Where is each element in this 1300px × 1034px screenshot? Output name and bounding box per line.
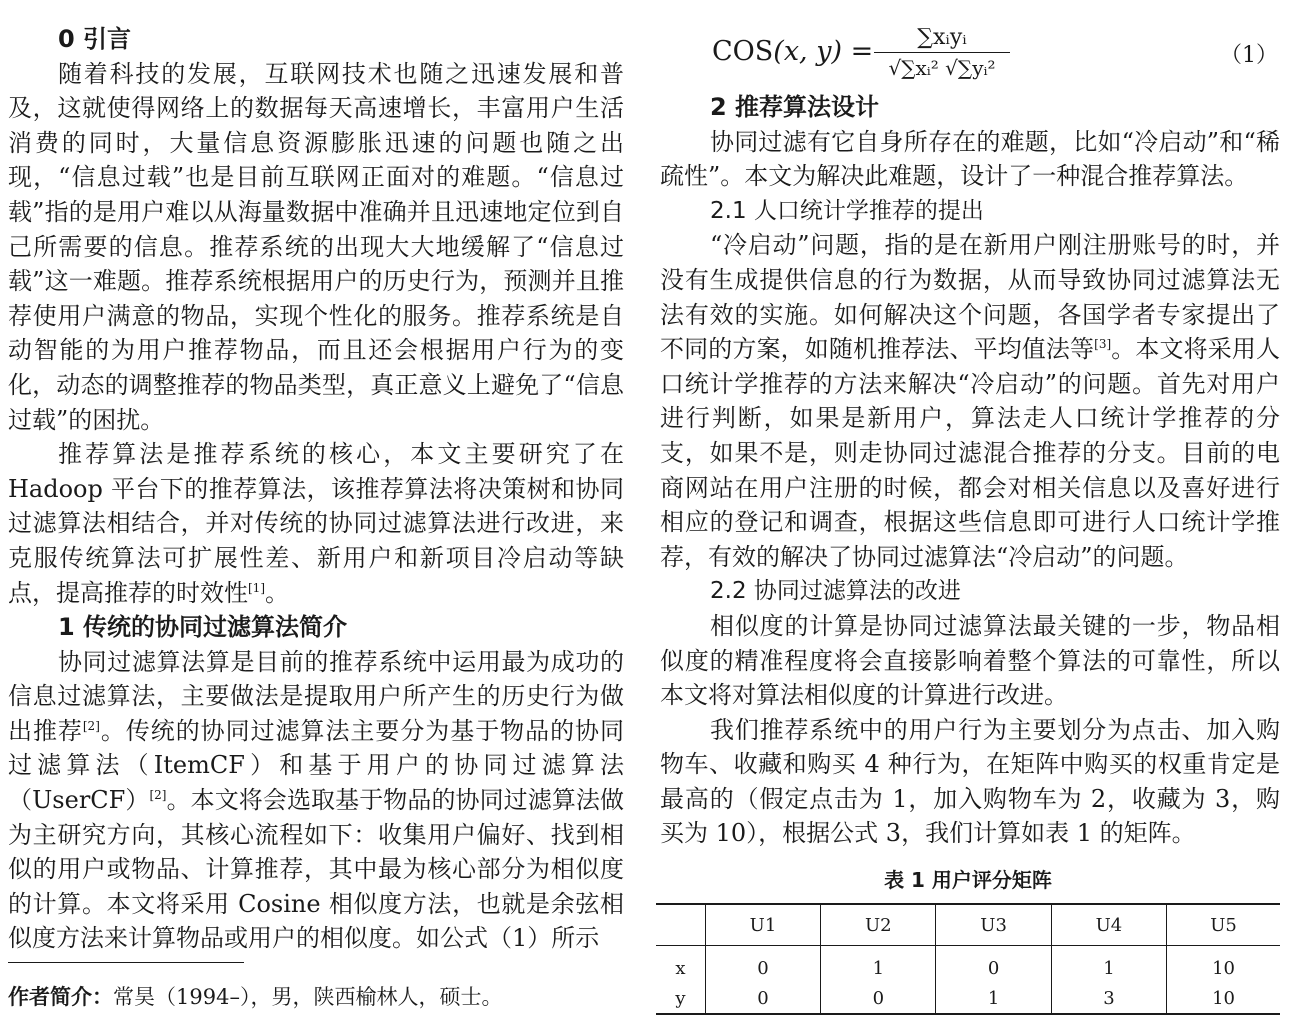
similarity-paragraph: 相似度的计算是协同过滤算法最关键的一步，物品相似度的精准程度将会直接影响着整个算法的可靠性，所以本文将对算法相似度的计算进行改进。: [660, 611, 1280, 710]
section-1-heading: 1 传统的协同过滤算法简介: [58, 613, 348, 642]
table-cell: 10: [1167, 983, 1280, 1014]
citation-ref: [3]: [1094, 337, 1112, 352]
table-cell: 1: [936, 983, 1051, 1014]
formula-fraction: [872, 24, 1012, 83]
formula-lhs: COS(x, y) =: [712, 36, 874, 67]
table-cell: 1: [821, 946, 936, 984]
citation-ref: [2]: [149, 788, 167, 803]
table-cell: 1: [1051, 946, 1166, 984]
formula-numerator: ∑xᵢyᵢ: [917, 25, 967, 50]
table-cell: 0: [936, 946, 1051, 984]
table-cell: x: [675, 957, 686, 979]
formula-number: （1）: [1220, 43, 1278, 68]
author-footnote: 作者简介：常昊（1994–），男，陕西榆林人，硕士。: [8, 985, 503, 1009]
citation-ref: [2]: [82, 718, 100, 733]
behavior-paragraph: 我们推荐系统中的用户行为主要划分为点击、加入购物车、收藏和购买 4 种行为，在矩阵中购买的权重肯定是最高的（假定点击为 1，加入购物车为 2，收藏为 3，购买为 10），根据公式 3，我们计算如表 1 的矩阵。: [660, 715, 1280, 848]
left-column: [8, 0, 624, 956]
table-cell: 10: [1167, 946, 1280, 984]
rating-matrix-table: [656, 903, 1280, 1015]
table-header-cell: [656, 904, 705, 946]
table-header-cell: U2: [821, 904, 936, 946]
table-row: [656, 946, 1280, 984]
table-header-cell: U5: [1167, 904, 1280, 946]
table-header-cell: U3: [936, 904, 1051, 946]
table-header-cell: U4: [1051, 904, 1166, 946]
cold-start-paragraph: “冷启动”问题，指的是在新用户刚注册账号的时，并没有生成提供信息的行为数据，从而导致协同过滤算法无法有效的实施。如何解决这个问题，各国学者专家提出了不同的方案，如随机推荐法、平均值法等[3]。本文将采用人口统计学推荐的方法来解决“冷启动”的问题。首先对用户进行判断，如果是新用户，算法走人口统计学推荐的分支，如果不是，则走协同过滤混合推荐的分支。目前的电商网站在用户注册的时候，都会对相关信息以及喜好进行相应的登记和调查，根据这些信息即可进行人口统计学推荐，有效的解决了协同过滤算法“冷启动”的问题。: [660, 231, 1281, 571]
table-row: [656, 983, 1280, 1014]
cf-intro-paragraph: 协同过滤算法算是目前的推荐系统中运用最为成功的信息过滤算法，主要做法是提取用户所产生的历史行为做出推荐[2]。传统的协同过滤算法主要分为基于物品的协同过滤算法（ItemCF）和基于用户的协同过滤算法（UserCF）[2]。本文将会选取基于物品的协同过滤算法做为主研究方向，其核心流程如下：收集用户偏好、找到相似的用户或物品、计算推荐，其中最为核心部分为相似度的计算。本文将采用 Cosine 相似度方法，也就是余弦相似度方法来计算物品或用户的相似度。如公式（1）所示: [8, 647, 625, 953]
table-header-cell: U1: [705, 904, 820, 946]
table-cell: y: [656, 983, 705, 1014]
intro-paragraph-2: 推荐算法是推荐系统的核心，本文主要研究了在 Hadoop 平台下的推荐算法，该推荐算法将决策树和协同过滤算法相结合，并对传统的协同过滤算法进行改进，来克服传统算法可扩展性差、新用户和新项目冷启动等缺点，提高推荐的时效性[1]。: [8, 440, 624, 607]
table-cell: 0: [705, 983, 820, 1014]
section-2-2-heading: 2.2 协同过滤算法的改进: [710, 578, 961, 605]
table-cell: 0: [821, 983, 936, 1014]
footnote-divider: [8, 962, 244, 963]
formula-denominator: √∑xᵢ² √∑yᵢ²: [888, 56, 996, 80]
table-cell: 3: [1051, 983, 1166, 1014]
section-2-heading: 2 推荐算法设计: [710, 93, 880, 121]
citation-ref: [1]: [248, 580, 265, 595]
section-2-1-heading: 2.1 人口统计学推荐的提出: [710, 197, 984, 224]
table-cell: 0: [705, 946, 820, 984]
intro-paragraph-1: 随着科技的发展，互联网技术也随之迅速发展和普及，这就使得网络上的数据每天高速增长，丰富用户生活消费的同时，大量信息资源膨胀迅速的问题也随之出现，“信息过载”也是目前互联网正面对的难题。“信息过载”指的是用户难以从海量数据中准确并且迅速地定位到自己所需要的信息。推荐系统的出现大大地缓解了“信息过载”这一难题。推荐系统根据用户的历史行为，预测并且推荐使用户满意的物品，实现个性化的服务。推荐系统是自动智能的为用户推荐物品，而且还会根据用户行为的变化，动态的调整推荐的物品类型，真正意义上避免了“信息过载”的困扰。: [8, 59, 624, 434]
right-column: [660, 90, 1280, 851]
table-caption: 表 1 用户评分矩阵: [884, 868, 1052, 892]
design-paragraph: 协同过滤有它自身所存在的难题，比如“冷启动”和“稀疏性”。本文为解决此难题，设计了一种混合推荐算法。: [660, 127, 1280, 191]
section-0-heading: 0 引言: [58, 25, 132, 53]
table-header-row: [656, 904, 1280, 946]
cosine-formula: [712, 24, 1282, 86]
